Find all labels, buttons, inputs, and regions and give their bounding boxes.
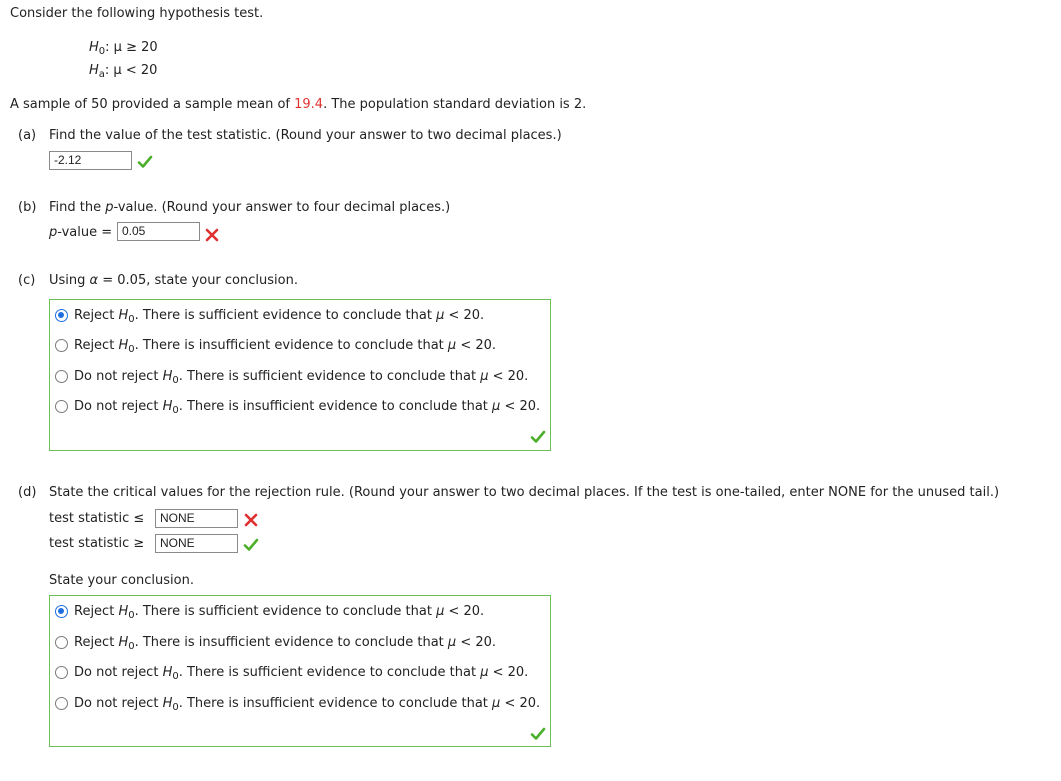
part-c-option-2-label[interactable] <box>74 338 496 353</box>
part-a-question: Find the value of the test statistic. (Round your answer to two decimal places.) <box>49 128 562 143</box>
h-letter: H <box>162 665 173 680</box>
mu-symbol: μ <box>447 338 457 353</box>
option-tail: < 20. <box>488 369 529 384</box>
part-d-question: State the critical values for the rejection rule. (Round your answer to two decimal places. If the test is one-tailed, enter NONE for the unused tail.) <box>49 485 1000 500</box>
part-d-option-1-label[interactable] <box>74 604 484 619</box>
lower-critical-label: test statistic ≤ <box>49 511 145 526</box>
mu-symbol: μ <box>492 399 501 414</box>
part-c-tag: (c) <box>18 273 36 288</box>
label-em: p <box>49 225 58 240</box>
h-letter: H <box>118 635 129 650</box>
h-letter: H <box>118 308 129 323</box>
h0-expression: : μ ≥ 20 <box>105 40 158 55</box>
check-icon <box>137 154 153 170</box>
part-d-option-2-radio[interactable] <box>55 636 68 649</box>
sample-prefix: A sample of 50 provided a sample mean of <box>10 97 295 112</box>
option-tail: < 20. <box>500 696 541 711</box>
part-c-option-4-radio[interactable] <box>55 400 68 413</box>
check-icon <box>243 537 259 553</box>
part-d-option-3-radio[interactable] <box>55 666 68 679</box>
h-letter: H <box>89 40 99 55</box>
option-tail: < 20. <box>444 308 485 323</box>
part-c-option-2-radio[interactable] <box>55 339 68 352</box>
option-verb: Do not reject <box>74 399 163 414</box>
ha-expression: : μ < 20 <box>104 63 158 78</box>
part-c-option-1-label[interactable] <box>74 308 484 323</box>
p-value-label <box>49 225 112 240</box>
part-d-tag: (d) <box>18 485 37 500</box>
sample-mean: 19.4 <box>294 97 324 112</box>
cross-icon <box>243 512 259 528</box>
option-tail: < 20. <box>456 635 497 650</box>
lower-critical-input[interactable]: NONE <box>155 509 238 528</box>
option-verb: Reject <box>74 635 119 650</box>
option-tail: < 20. <box>444 604 485 619</box>
option-tail: < 20. <box>488 665 529 680</box>
check-icon <box>530 726 546 742</box>
p-value-input[interactable]: 0.05 <box>117 222 200 241</box>
intro-text: Consider the following hypothesis test. <box>10 6 264 21</box>
h-subscript: 0 <box>172 375 179 386</box>
check-icon <box>530 429 546 445</box>
part-c-option-3-label[interactable] <box>74 369 528 384</box>
part-c-option-4-label[interactable] <box>74 399 540 414</box>
mu-symbol: μ <box>436 308 445 323</box>
h-subscript: 0 <box>128 344 135 355</box>
question-em: p <box>105 200 114 215</box>
h-subscript: 0 <box>172 405 179 416</box>
label-post: -value = <box>57 225 113 240</box>
h-letter: H <box>89 63 99 78</box>
h-subscript: 0 <box>128 641 135 652</box>
option-rest: . There is sufficient evidence to conclude that <box>134 604 437 619</box>
ha-subscript: a <box>98 69 105 80</box>
option-verb: Do not reject <box>74 696 163 711</box>
option-verb: Do not reject <box>74 665 163 680</box>
part-d-option-2-label[interactable] <box>74 635 496 650</box>
option-verb: Reject <box>74 338 119 353</box>
h-letter: H <box>162 696 173 711</box>
option-rest: . There is sufficient evidence to conclude that <box>178 369 481 384</box>
question-post: = 0.05, state your conclusion. <box>98 273 298 288</box>
null-hypothesis <box>89 40 158 55</box>
h-letter: H <box>162 399 173 414</box>
sample-suffix: . The population standard deviation is 2. <box>323 97 587 112</box>
part-b-question <box>49 200 450 215</box>
h-letter: H <box>118 604 129 619</box>
part-b-tag: (b) <box>18 200 37 215</box>
h-subscript: 0 <box>172 671 179 682</box>
sample-statement <box>10 97 586 112</box>
h0-subscript: 0 <box>98 46 106 57</box>
conclusion-prompt: State your conclusion. <box>49 573 194 588</box>
part-c-question <box>49 273 298 288</box>
part-d-option-4-radio[interactable] <box>55 697 68 710</box>
option-rest: . There is insufficient evidence to conclude that <box>134 635 448 650</box>
h-letter: H <box>162 369 173 384</box>
option-verb: Reject <box>74 604 119 619</box>
mu-symbol: μ <box>492 696 501 711</box>
part-d-option-1-radio[interactable] <box>55 605 68 618</box>
option-rest: . There is sufficient evidence to conclude that <box>134 308 437 323</box>
question-pre: Find the <box>49 200 106 215</box>
option-rest: . There is sufficient evidence to conclude that <box>178 665 481 680</box>
mu-symbol: μ <box>436 604 445 619</box>
part-a-tag: (a) <box>18 128 37 143</box>
option-tail: < 20. <box>456 338 497 353</box>
h-subscript: 0 <box>128 610 135 621</box>
test-statistic-input[interactable]: -2.12 <box>49 151 132 170</box>
h-letter: H <box>118 338 129 353</box>
upper-critical-input[interactable]: NONE <box>155 534 238 553</box>
mu-symbol: μ <box>480 369 489 384</box>
option-verb: Reject <box>74 308 119 323</box>
h-subscript: 0 <box>172 702 179 713</box>
cross-icon <box>204 227 220 243</box>
option-tail: < 20. <box>500 399 541 414</box>
option-rest: . There is insufficient evidence to conclude that <box>178 696 493 711</box>
upper-critical-label: test statistic ≥ <box>49 536 145 551</box>
option-rest: . There is insufficient evidence to conclude that <box>134 338 448 353</box>
option-verb: Do not reject <box>74 369 163 384</box>
h-subscript: 0 <box>128 314 135 325</box>
mu-symbol: μ <box>480 665 489 680</box>
alternative-hypothesis <box>89 63 157 78</box>
part-c-option-3-radio[interactable] <box>55 370 68 383</box>
question-pre: Using <box>49 273 90 288</box>
option-rest: . There is insufficient evidence to conclude that <box>178 399 493 414</box>
alpha-symbol: α <box>89 273 99 288</box>
mu-symbol: μ <box>447 635 457 650</box>
part-c-option-1-radio[interactable] <box>55 309 68 322</box>
part-d-option-3-label[interactable] <box>74 665 528 680</box>
part-d-option-4-label[interactable] <box>74 696 540 711</box>
question-post: -value. (Round your answer to four decimal places.) <box>113 200 451 215</box>
